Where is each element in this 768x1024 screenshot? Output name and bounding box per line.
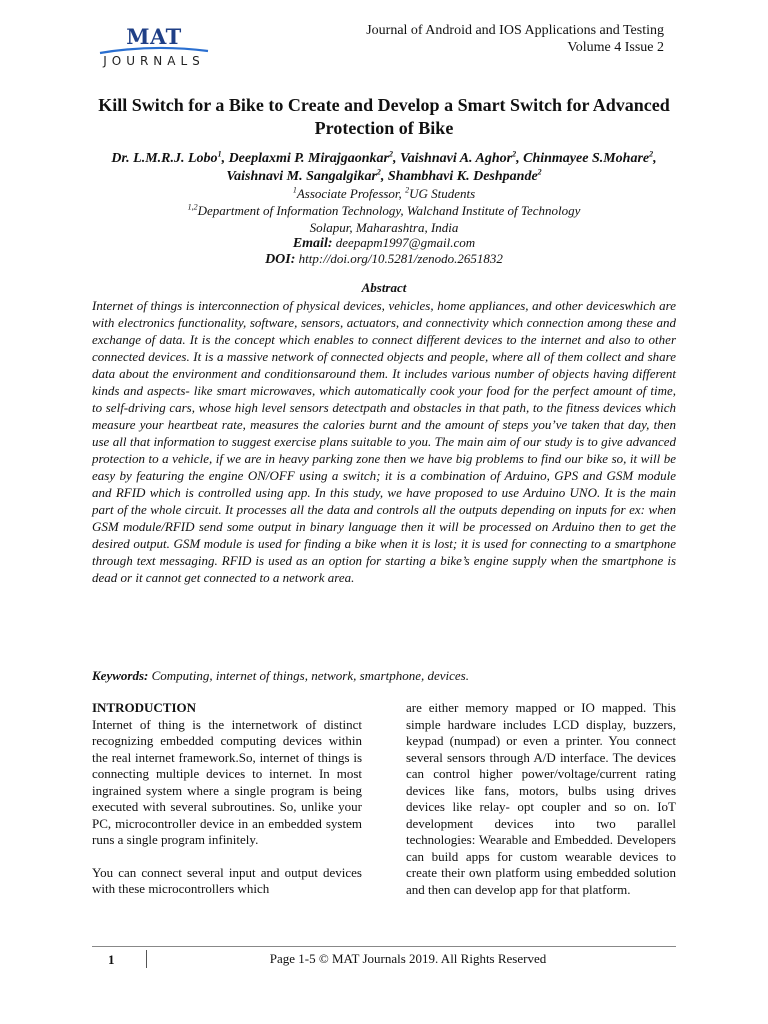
author-name: , Vaishnavi M. Sangalgikar [226,151,657,184]
role-superscript: 1 [292,185,297,195]
logo-subtitle: JOURNALS [103,54,205,68]
dept-superscript: 1,2 [187,202,198,212]
journal-volume: Volume 4 Issue 2 [567,40,664,55]
keywords-label: Keywords: [92,668,149,683]
author-superscript: 2 [376,167,381,177]
intro-paragraph: You can connect several input and output devices with these microcontrollers which [92,864,362,896]
intro-paragraph: are either memory mapped or IO mapped. This simple hardware includes LCD display, buzzers, keypad (numpad) or even a printer. You connect several sensors through A/D interface. The devices can control higher power/voltage/current rating devices like fans, motors, bulbs using drives devices like relay- opt coupler and so on. IoT development devices into two parallel technologies: Wearable and Embedded. Developers can build apps for custom wearable devices to create their own platform using embedded solution and then can develop app for that platform. [406,700,676,897]
intro-paragraph: Internet of thing is the internetwork of distinct recognizing embedded computing devices within the real internet framework.So, internet of things is connecting multiple devices to internet. In most ingrained system where a single program is being executed with several subroutines. So, unlike your PC, microcontroller device in an embedded system runs a single program infinitely. [92,716,362,847]
author-superscript: 2 [512,149,517,159]
author-superscript: 2 [388,149,393,159]
dept-text: Department of Information Technology, Walchand Institute of Technology [197,203,581,218]
author-name: , Deeplaxmi P. Mirajgaonkar [221,151,389,166]
page-number: 1 [108,952,115,967]
logo-wordmark: MAT [126,24,182,49]
role-superscript: 2 [405,185,410,195]
affiliation-location: Solapur, Maharashtra, India [309,220,459,235]
journal-name: Journal of Android and IOS Applications and Testing [366,23,664,38]
doi-link[interactable]: http://doi.org/10.5281/zenodo.2651832 [298,251,503,266]
footer-separator [146,950,147,968]
role-text: Associate Professor, [296,186,406,201]
role-text: UG Students [409,186,476,201]
keywords-line [92,667,676,684]
affiliation-department [60,203,708,219]
author-list [90,150,678,186]
intro-right-column [406,700,676,898]
footer-rule [92,946,676,947]
author-name: , Chinmayee S.Mohare [516,151,650,166]
intro-left-column [92,700,362,898]
email-label: Email: [292,236,333,251]
author-roles [60,186,708,202]
journal-header [366,22,664,56]
abstract-heading: Abstract [361,280,407,295]
publisher-logo [96,24,212,72]
section-heading: INTRODUCTION [92,700,197,715]
doi-label: DOI: [265,252,296,267]
author-name: Dr. L.M.R.J. Lobo [111,151,218,166]
author-name: , Shambhavi K. Deshpande [380,169,538,184]
author-superscript: 1 [217,149,222,159]
author-superscript: 2 [649,149,654,159]
author-name: , Vaishnavi A. Aghor [392,151,513,166]
keywords-text: Computing, internet of things, network, smartphone, devices. [151,668,469,683]
abstract-text: Internet of things is interconnection of physical devices, vehicles, home appliances, and other deviceswhich are with electronics functionality, software, sensors, actuators, and connectivity which connection among these and exchange of data. It is the concept which enables to connect different devices to the internet and also to other connected devices. It is a massive network of connected objects and people, where all of them collect and share data about the environment and conditionsaround them. It includes various number of objects having different kinds and aspects- like smart microwaves, which automatically cook your food for the perfect amount of time, to self-driving cars, whose high level sensors detectpath and obstacles in that path, to the fitness devices which measure your heartbeat rate, measures the calories burnt and the amount of steps you’ve taken that day, then use all that information to suggest exercise plans suitable to you. The main aim of our study is to give advanced protection to a vehicle, if we are in heavy parking zone then we have big problems to find our bike so, it will be easy by featuring the engine ON/OFF using a switch; it is a combination of Arduino, GPS and GSM module and RFID which is controlled using app. In this study, we have proposed to use Arduino UNO. It is the main part of the whole circuit. It processes all the data and controls all the outputs depending on inputs for ex: when GSM module/RFID send some output in binary language then it will be processed on Arduino then to get the desired output. GSM module is used for finding a bike when it is lost; it is used for connecting to a smartphone through text messaging. RFID is used as an option for starting a bike’s engine supply when the smartphone is dead or it cannot get connected to a network area. [92,298,676,585]
footer-copyright: Page 1-5 © MAT Journals 2019. All Rights Reserved [269,951,547,966]
paper-title: Kill Switch for a Bike to Create and Develop a Smart Switch for Advanced Protection of Bike [98,95,670,138]
doi-line [60,250,708,268]
email-link[interactable]: deepapm1997@gmail.com [335,235,476,250]
author-superscript: 2 [537,167,542,177]
